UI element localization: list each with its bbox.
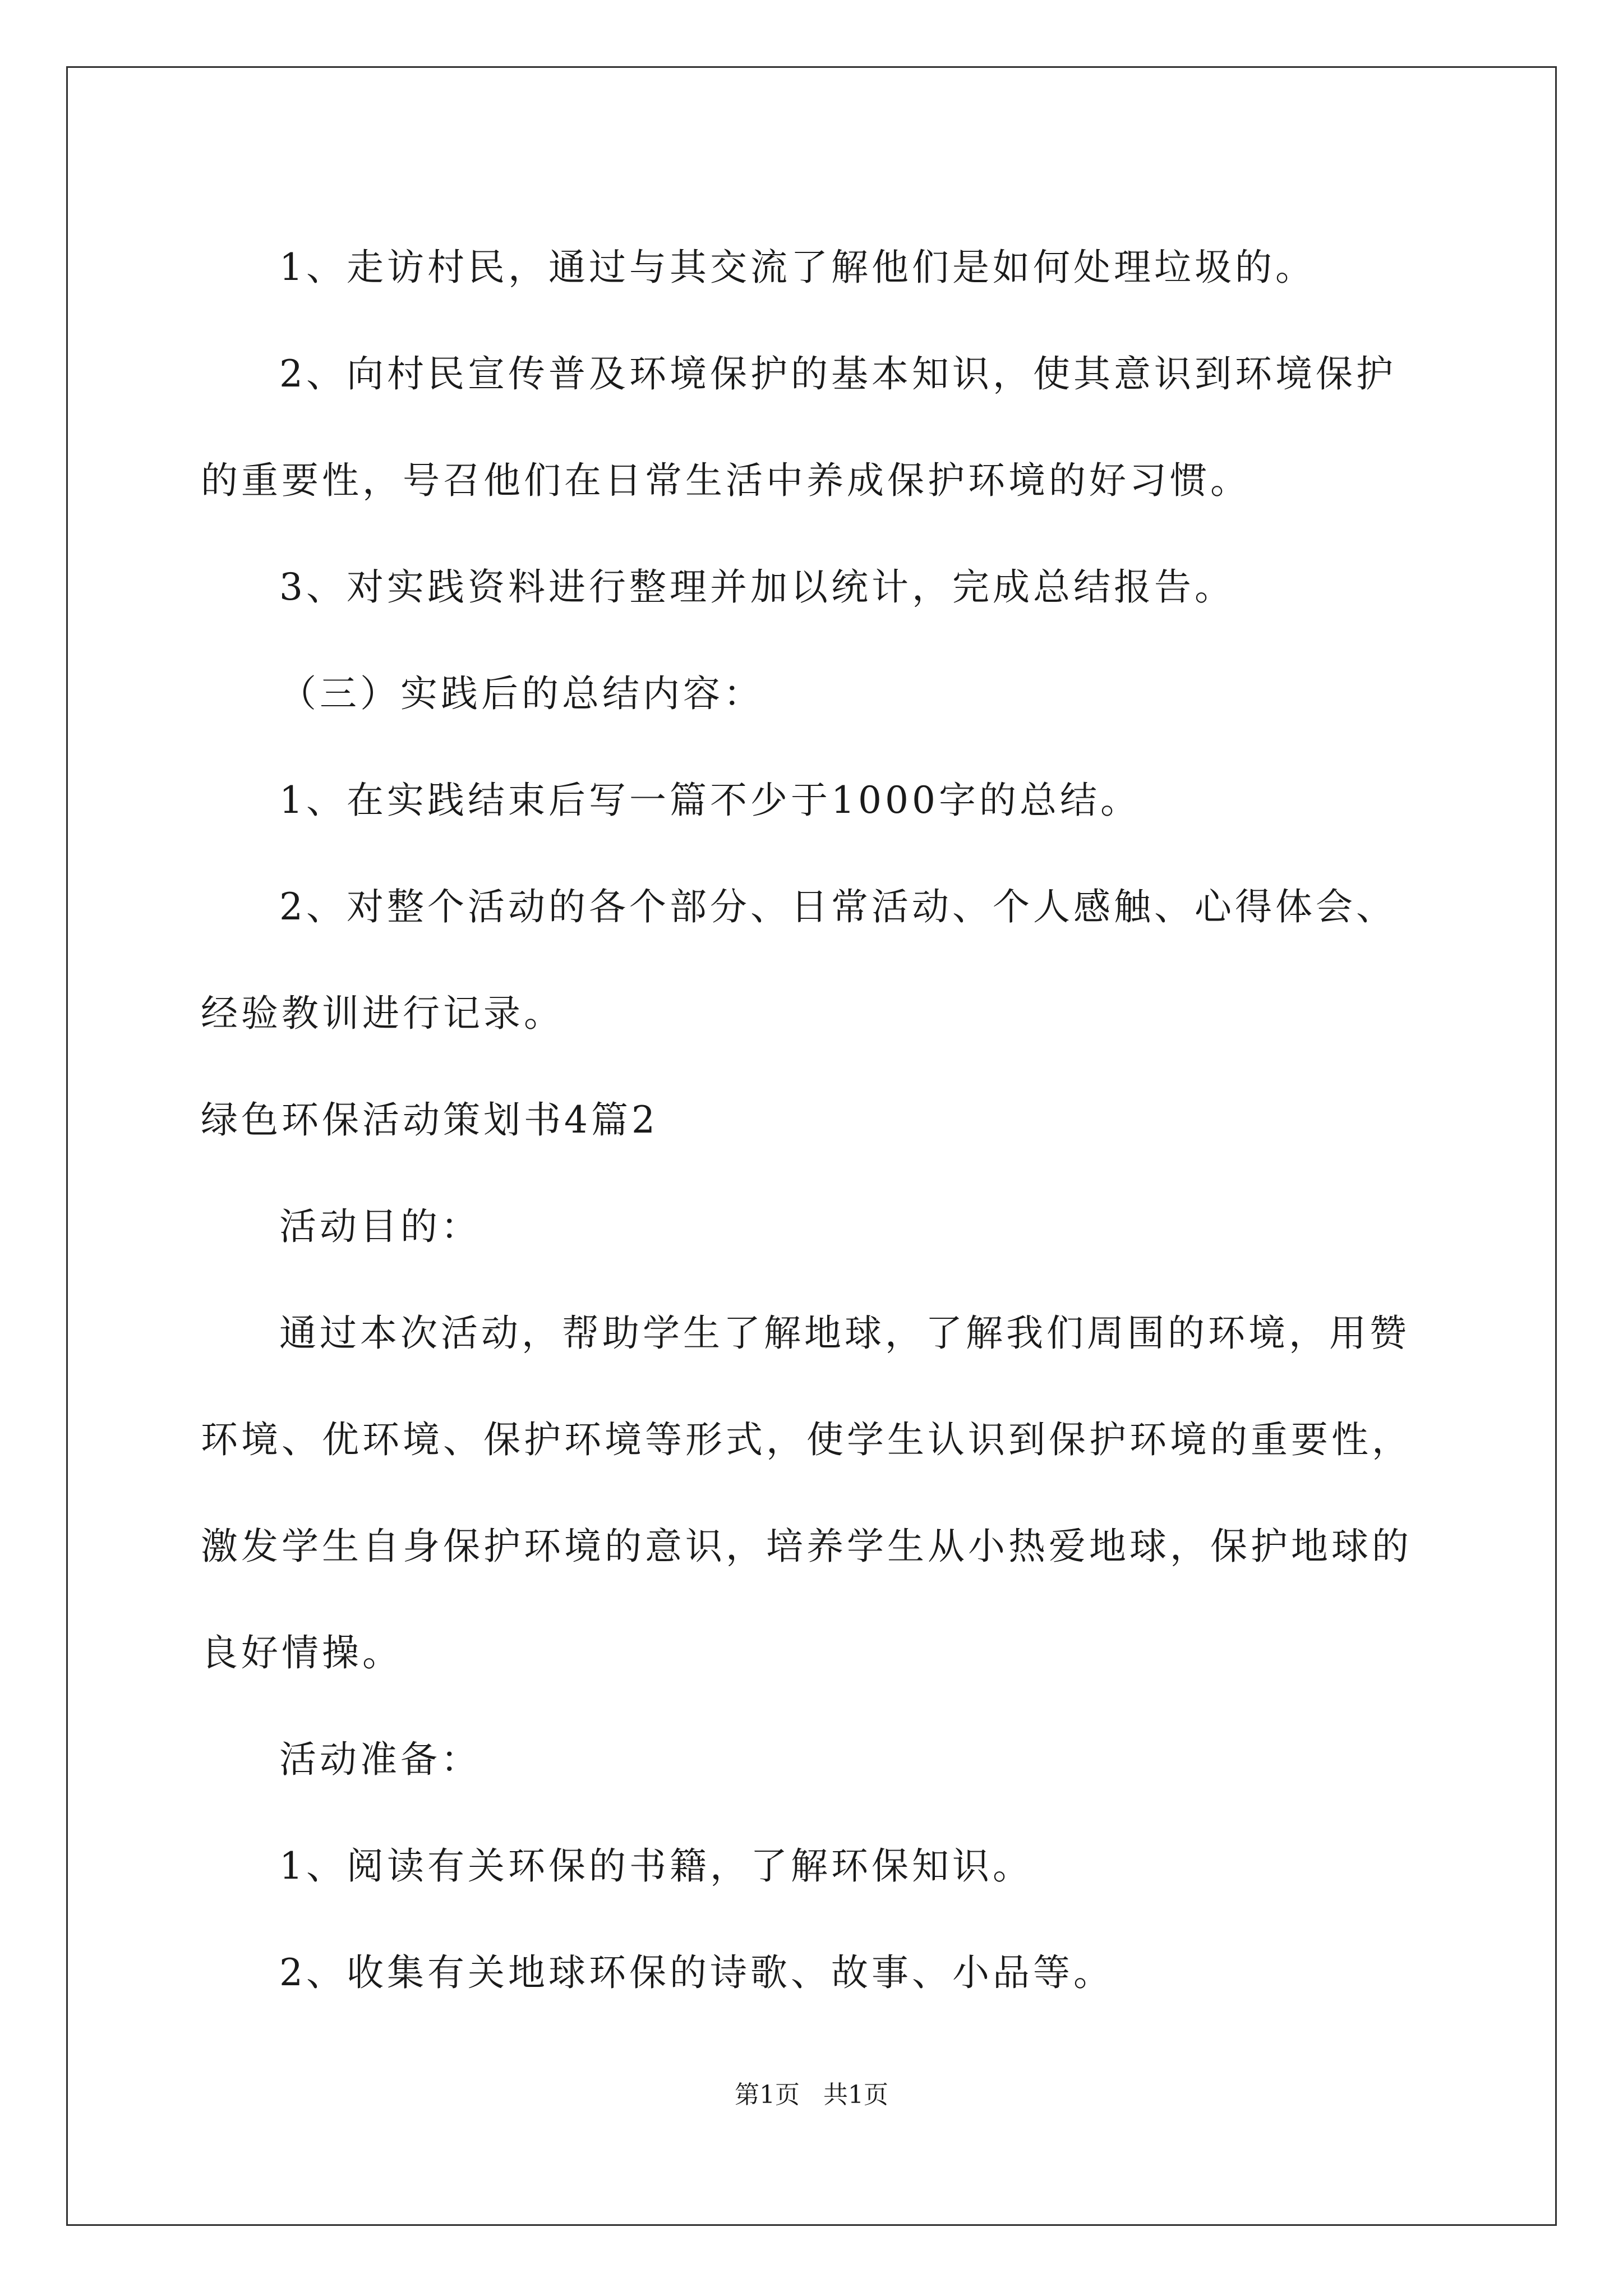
paragraph-collect-materials: 2、收集有关地球环保的诗歌、故事、小品等。 [279, 1951, 1114, 1994]
paragraph-read-books: 1、阅读有关环保的书籍，了解环保知识。 [279, 1844, 1033, 1888]
document-title: 绿色环保活动策划书4篇2 [201, 1098, 658, 1142]
paragraph-publicize-knowledge: 2、向村民宣传普及环境保护的基本知识，使其意识到环境保护的重要性，号召他们在日常生活中养成保护环境的好习惯。 [201, 352, 1396, 502]
heading-activity-preparation: 活动准备： [279, 1738, 481, 1781]
paragraph-record-activities: 2、对整个活动的各个部分、日常活动、个人感触、心得体会、经验教训进行记录。 [201, 885, 1396, 1035]
document-body [201, 214, 1435, 2026]
page-number-footer: 第1页 共1页 [735, 2081, 888, 2109]
paragraph-write-summary: 1、在实践结束后写一篇不少于1000字的总结。 [279, 779, 1141, 822]
paragraph-visit-villagers: 1、走访村民，通过与其交流了解他们是如何处理垃圾的。 [279, 246, 1316, 289]
paragraph-purpose-body: 通过本次活动，帮助学生了解地球，了解我们周围的环境，用赞环境、优环境、保护环境等形式，使学生认识到保护环境的重要性，激发学生自身保护环境的意识，培养学生从小热爱地球，保护地球的良好情操。 [201, 1312, 1412, 1674]
section-heading-summary: （三）实践后的总结内容： [279, 672, 764, 715]
paragraph-organize-data: 3、对实践资料进行整理并加以统计，完成总结报告。 [279, 565, 1235, 609]
heading-activity-purpose: 活动目的： [279, 1205, 481, 1248]
